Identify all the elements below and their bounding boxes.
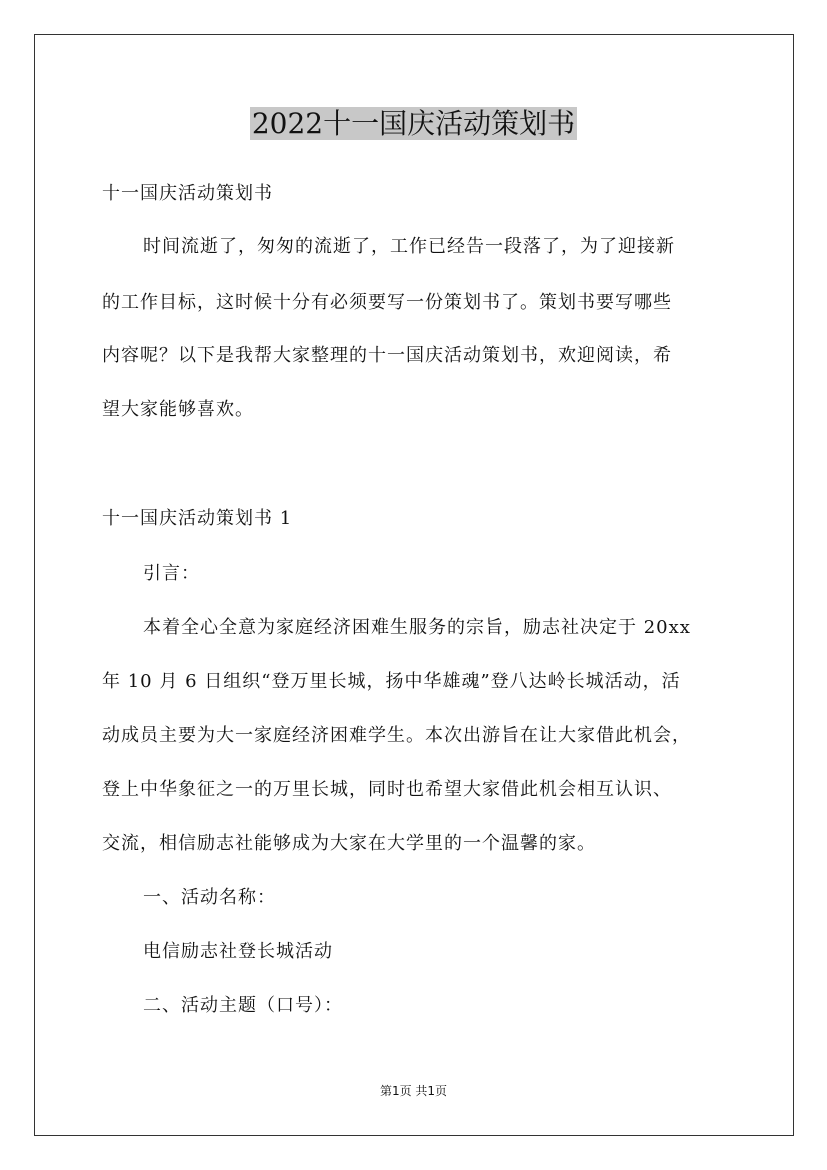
paragraph-line: 二、活动主题（口号）： — [143, 995, 343, 1016]
document-title: 2022十一国庆活动策划书 — [251, 107, 576, 140]
paragraph-line: 电信励志社登长城活动 — [143, 941, 333, 962]
paragraph-line: 望大家能够喜欢。 — [102, 399, 254, 420]
section-heading: 十一国庆活动策划书 1 — [102, 508, 293, 529]
paragraph-line: 交流，相信励志社能够成为大家在大学里的一个温馨的家。 — [102, 833, 596, 854]
page-footer: 第1页 共1页 — [379, 1084, 448, 1098]
paragraph-line: 时间流逝了，匆匆的流逝了，工作已经告一段落了，为了迎接新 — [143, 236, 675, 257]
section-heading: 十一国庆活动策划书 — [102, 183, 273, 204]
paragraph-line: 本着全心全意为家庭经济困难生服务的宗旨，励志社决定于 20xx — [143, 617, 691, 638]
paragraph-line: 动成员主要为大一家庭经济困难学生。本次出游旨在让大家借此机会， — [102, 725, 691, 746]
paragraph-line: 内容呢？以下是我帮大家整理的十一国庆活动策划书，欢迎阅读，希 — [102, 345, 672, 366]
paragraph-line: 登上中华象征之一的万里长城，同时也希望大家借此机会相互认识、 — [102, 779, 672, 800]
paragraph-line: 的工作目标，这时候十分有必须要写一份策划书了。策划书要写哪些 — [102, 292, 672, 313]
paragraph-line: 年 10 月 6 日组织“登万里长城，扬中华雄魂”登八达岭长城活动，活 — [102, 671, 681, 692]
paragraph-line: 一、活动名称： — [143, 887, 276, 908]
paragraph-line: 引言： — [143, 563, 200, 584]
